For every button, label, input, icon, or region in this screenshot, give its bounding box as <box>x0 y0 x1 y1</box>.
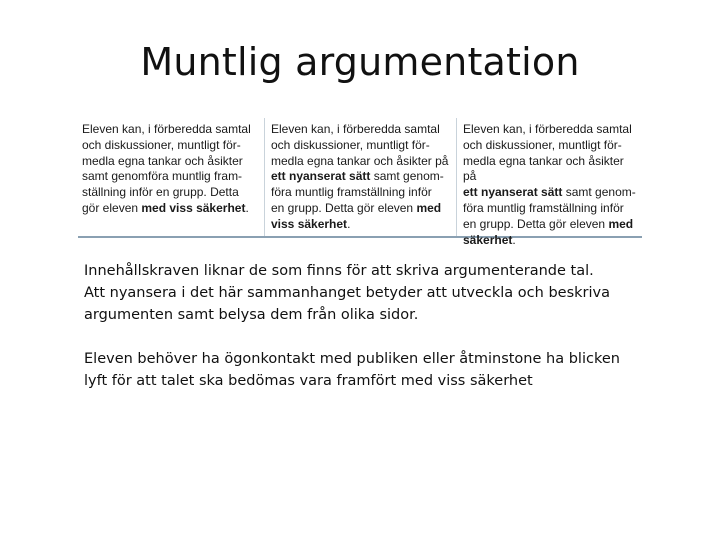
criteria-text-start: Eleven kan, i förberedda samtal och diskussioner, muntligt för- medla egna tankar och åsikter på <box>463 122 632 184</box>
criteria-text-middle: samt genom- föra muntlig framställning inför en grupp. Detta gör eleven <box>463 185 636 231</box>
criteria-column-a <box>456 118 642 247</box>
criteria-text-middle: samt genom- föra muntlig framställning inför en grupp. Detta gör eleven <box>271 169 444 215</box>
criteria-text <box>463 122 638 248</box>
criteria-text <box>82 122 260 217</box>
criteria-text-end: . <box>245 200 249 215</box>
slide-title: Muntlig argumentation <box>140 40 580 84</box>
criteria-text-start: Eleven kan, i förberedda samtal och diskussioner, muntligt för- medla egna tankar och åsikter på <box>271 122 449 168</box>
criteria-emphasis: ett nyanserat sätt <box>463 185 563 200</box>
paragraph-content-requirements: Innehållskraven liknar de som finns för att skriva argumenterande tal. Att nyansera i det här sammanhanget betyder att utveckla och beskriva argumenten samt belysa dem från olika sidor. <box>84 263 610 323</box>
criteria-emphasis-2: med säkerhet <box>463 216 634 247</box>
criteria-emphasis-2: med viss säkerhet <box>271 200 442 231</box>
grading-criteria-table <box>78 118 642 247</box>
criteria-text-start: Eleven kan, i förberedda samtal och diskussioner, muntligt för- medla egna tankar och åsikter samt genomföra muntlig fram- ställning inför en grupp. Detta gör eleven <box>82 122 251 215</box>
criteria-column-c <box>264 118 456 236</box>
criteria-emphasis: med viss säkerhet <box>141 200 246 215</box>
paragraph-eye-contact: Eleven behöver ha ögonkontakt med publiken eller åtminstone ha blicken lyft för att talet ska bedömas vara framfört med viss säkerhet <box>84 351 620 389</box>
criteria-emphasis: ett nyanserat sätt <box>271 169 371 184</box>
body-text <box>84 260 644 414</box>
criteria-text-end: . <box>512 232 516 247</box>
criteria-column-e <box>78 118 264 236</box>
criteria-text-end: . <box>347 216 351 231</box>
criteria-text <box>271 122 452 233</box>
